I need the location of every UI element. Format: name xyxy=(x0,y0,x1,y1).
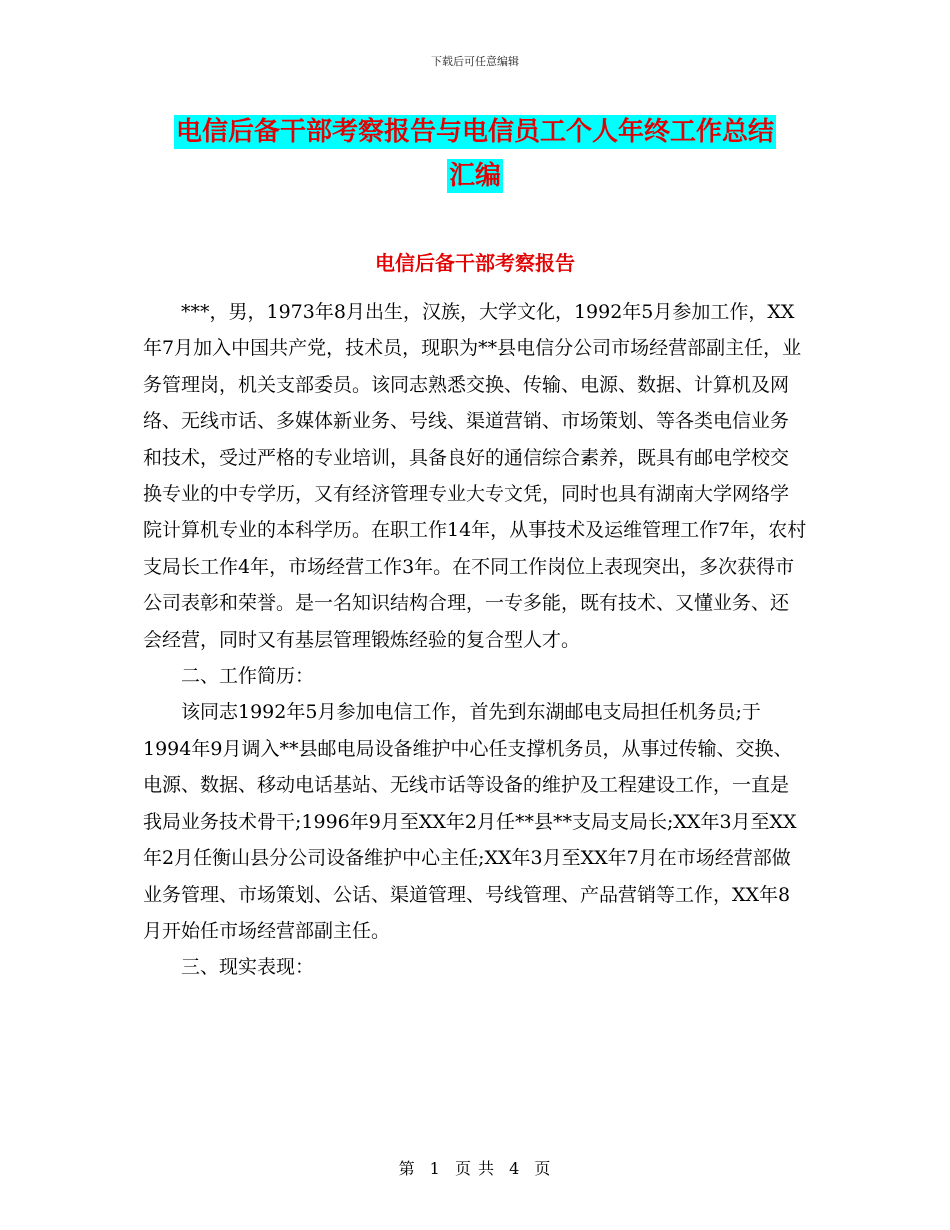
footer-page-number: 1 xyxy=(429,1159,441,1178)
heading-performance: 三、现实表现： xyxy=(181,956,315,979)
footer-page-total: 4 xyxy=(509,1159,521,1178)
page-footer xyxy=(0,1156,950,1179)
paragraph-intro: ***，男，1973年8月出生，汉族，大学文化，1992年5月参加工作，XX年7月加入中国共产党，技术员，现职为**县电信分公司市场经营部副主任，业务管理岗，机关支部委员。该同志熟悉交换、传输、电源、数据、计算机及网络、无线市话、多媒体新业务、号线、渠道营销、市场策划、等各类电信业务和技术，受过严格的专业培训，具备良好的通信综合素养，既具有邮电学校交换专业的中专学历，又有经济管理专业大专文凭，同时也具有湖南大学网络学院计算机专业的本科学历。在职工作14年，从事技术及运维管理工作7年，农村支局长工作4年，市场经营工作3年。在不同工作岗位上表现突出，多次获得市公司表彰和荣誉。是一名知识结构合理，一专多能，既有技术、又懂业务、还会经营，同时又有基层管理锻炼经验的复合型人才。 xyxy=(143,301,807,651)
document-title-line1: 电信后备干部考察报告与电信员工个人年终工作总结 xyxy=(175,117,774,147)
document-title xyxy=(143,110,807,198)
footer-mid: 页 共 xyxy=(454,1159,496,1178)
paragraph-work-history: 该同志1992年5月参加电信工作，首先到东湖邮电支局担任机务员;于1994年9月调入**县邮电局设备维护中心任支撑机务员，从事过传输、交换、电源、数据、移动电话基站、无线市话等设备的维护及工程建设工作，一直是我局业务技术骨干;1996年9月至XX年2月任**县**支局支局长;XX年3月至XX年2月任衡山县分公司设备维护中心主任;XX年3月至XX年7月在市场经营部做业务管理、市场策划、公话、渠道管理、号线管理、产品营销等工作，XX年8月开始任市场经营部副主任。 xyxy=(143,701,797,942)
section-title: 电信后备干部考察报告 xyxy=(375,251,575,275)
document-title-line2: 汇编 xyxy=(448,161,501,191)
heading-work-history: 二、工作简历： xyxy=(181,665,315,688)
page-header-note: 下载后可任意编辑 xyxy=(431,55,519,68)
footer-prefix: 第 xyxy=(398,1159,416,1178)
document-body xyxy=(143,294,807,986)
footer-suffix: 页 xyxy=(534,1159,552,1178)
